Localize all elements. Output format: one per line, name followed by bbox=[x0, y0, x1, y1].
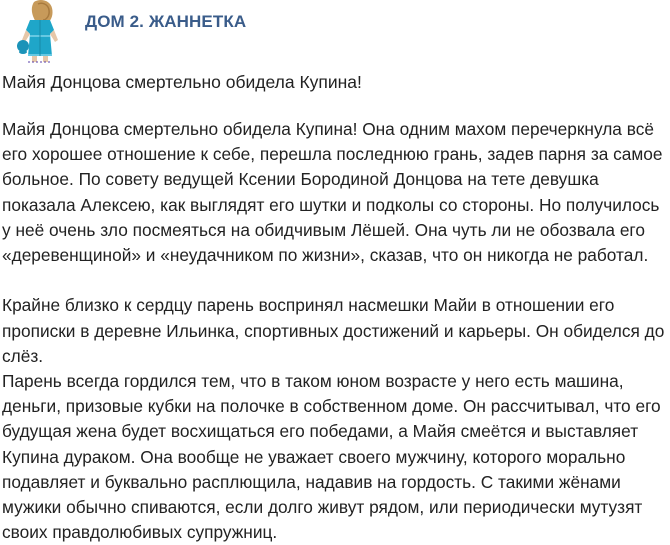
text-line: своих правдолюбивых супружниц. bbox=[2, 522, 278, 543]
text-line: слёз. bbox=[2, 345, 44, 366]
text-line: «деревенщиной» и «неудачником по жизни», сказав, что он никогда не работал. bbox=[2, 245, 649, 266]
text-line: подавляет и буквально расплющила, надавив на гордость. С такими жёнами bbox=[2, 471, 621, 492]
group-name-link[interactable]: ДОМ 2. ЖАННЕТКА bbox=[85, 12, 247, 31]
text-line: Купина дураком. Она вообще не уважает своего мужчину, которого морально bbox=[2, 446, 626, 467]
paragraph-3 bbox=[2, 369, 670, 545]
text-line: прописки в деревне Ильинка, спортивных достижений и карьеры. Он обиделся до bbox=[2, 320, 665, 341]
text-line: деньги, призовые кубки на полочке в собственном доме. Он рассчитывал, что его bbox=[2, 396, 661, 417]
text-line: показала Алексею, как выглядят его шутки и подколы со стороны. Но получилось bbox=[2, 194, 660, 215]
text-line: Крайне близко к сердцу парень воспринял насмешки Майи в отношении его bbox=[2, 295, 615, 316]
paragraph-spacer bbox=[2, 268, 670, 293]
paragraph-1 bbox=[2, 117, 670, 268]
post-header bbox=[0, 0, 670, 64]
avatar-image-icon bbox=[16, 0, 64, 64]
group-avatar[interactable] bbox=[16, 0, 64, 64]
text-line: Майя Донцова смертельно обидела Купина! Она одним махом перечеркнула всё bbox=[2, 119, 654, 139]
text-line: Парень всегда гордился тем, что в таком юном возрасте у него есть машина, bbox=[2, 371, 624, 392]
text-line: мужики обычно спиваются, если долго живут рядом, или периодически мутузят bbox=[2, 497, 643, 518]
text-line: будущая жена будет восхищаться его победами, а Майя смеётся и выставляет bbox=[2, 421, 639, 442]
article-body bbox=[2, 117, 670, 545]
text-line: больное. По совету ведущей Ксении Бородиной Донцова на тете девушка bbox=[2, 169, 599, 190]
post-title: Майя Донцова смертельно обидела Купина! bbox=[2, 72, 362, 92]
text-line: у неё очень зло посмеяться на обидчивым Лёшей. Она чуть ли не обозвала его bbox=[2, 219, 645, 240]
paragraph-2 bbox=[2, 293, 670, 369]
text-line: его хорошее отношение к себе, перешла последнюю грань, задев парня за самое bbox=[2, 144, 663, 165]
